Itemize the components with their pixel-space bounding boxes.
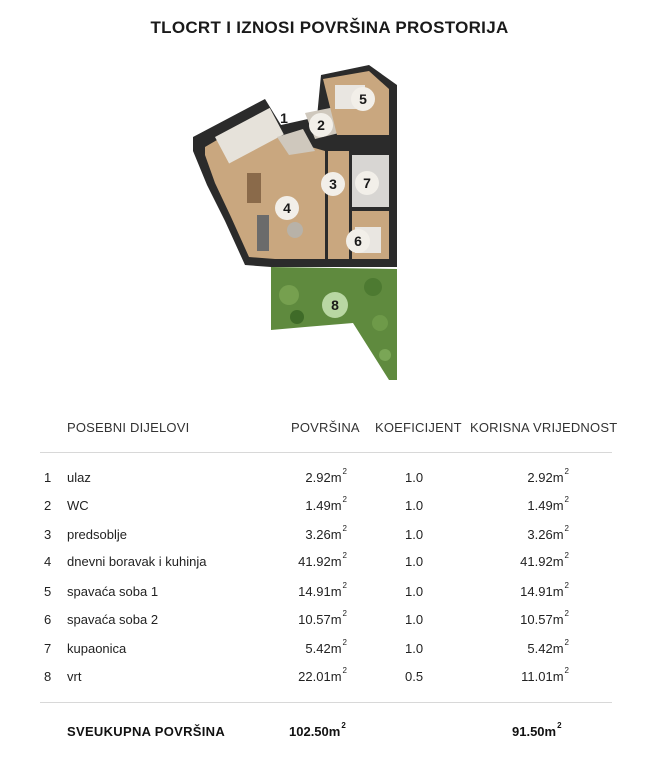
room-marker-7: 7 [355, 171, 379, 195]
row-coef: 0.5 [405, 669, 424, 684]
table-row [0, 524, 659, 547]
row-number: 1 [44, 470, 52, 485]
row-value: $41.92m^2$ [520, 551, 569, 569]
row-value: $5.42m^2$ [527, 638, 569, 656]
header-name: POSEBNI DIJELOVI [67, 420, 190, 435]
row-value: $2.92m^2$ [527, 467, 569, 485]
header-area: POVRŠINA [291, 420, 360, 435]
row-name: spavaća soba 2 [67, 612, 159, 627]
floor-plan-drawing [185, 55, 415, 385]
row-number: 3 [44, 527, 52, 542]
row-number: 8 [44, 669, 52, 684]
total-label: SVEUKUPNA POVRŠINA [67, 724, 226, 739]
floor-plan [185, 55, 415, 385]
table-row [0, 638, 659, 661]
row-number: 4 [44, 554, 52, 569]
divider [40, 702, 612, 703]
row-coef: 1.0 [405, 470, 424, 485]
row-value: $14.91m^2$ [520, 581, 569, 599]
row-number: 5 [44, 584, 52, 599]
row-value: $1.49m^2$ [527, 495, 569, 513]
row-number: 7 [44, 641, 52, 656]
room-marker-8: 8 [322, 292, 348, 318]
row-value: $3.26m^2$ [527, 524, 569, 542]
row-value: $10.57m^2$ [520, 609, 569, 627]
room-marker-3: 3 [321, 172, 345, 196]
row-name: WC [67, 498, 89, 513]
row-name: kupaonica [67, 641, 127, 656]
row-area: $22.01m^2$ [298, 666, 347, 684]
total-value: $91.50m^2$ [512, 721, 562, 739]
room-marker-5: 5 [351, 87, 375, 111]
row-value: $11.01m^2$ [521, 666, 569, 684]
total-area: $102.50m^2$ [289, 721, 346, 739]
row-name: spavaća soba 1 [67, 584, 159, 599]
row-coef: 1.0 [405, 527, 424, 542]
table-row [0, 467, 659, 490]
row-coef: 1.0 [405, 498, 424, 513]
divider [40, 452, 612, 453]
row-name: predsoblje [67, 527, 127, 542]
row-name: vrt [67, 669, 82, 684]
row-coef: 1.0 [405, 584, 424, 599]
row-number: 6 [44, 612, 52, 627]
row-name: dnevni boravak i kuhinja [67, 554, 207, 569]
room-marker-2: 2 [309, 113, 333, 137]
total-row [0, 721, 659, 746]
row-number: 2 [44, 498, 52, 513]
table-row [0, 609, 659, 632]
row-coef: 1.0 [405, 612, 424, 627]
row-area: $41.92m^2$ [298, 551, 347, 569]
row-coef: 1.0 [405, 641, 424, 656]
room-marker-1: 1 [280, 110, 288, 126]
table-row [0, 581, 659, 604]
room-marker-6: 6 [346, 229, 370, 253]
page-title: TLOCRT I IZNOSI POVRŠINA PROSTORIJA [150, 18, 509, 37]
room-marker-4: 4 [275, 196, 299, 220]
row-area: $1.49m^2$ [305, 495, 347, 513]
table-row [0, 666, 659, 689]
row-area: $5.42m^2$ [305, 638, 347, 656]
row-name: ulaz [67, 470, 91, 485]
row-area: $14.91m^2$ [298, 581, 347, 599]
row-area: $2.92m^2$ [305, 467, 347, 485]
row-area: $10.57m^2$ [298, 609, 347, 627]
header-coef: KOEFICIJENT [375, 420, 462, 435]
header-value: KORISNA VRIJEDNOST [470, 420, 618, 435]
table-row [0, 495, 659, 518]
row-coef: 1.0 [405, 554, 424, 569]
table-row [0, 551, 659, 574]
row-area: $3.26m^2$ [305, 524, 347, 542]
